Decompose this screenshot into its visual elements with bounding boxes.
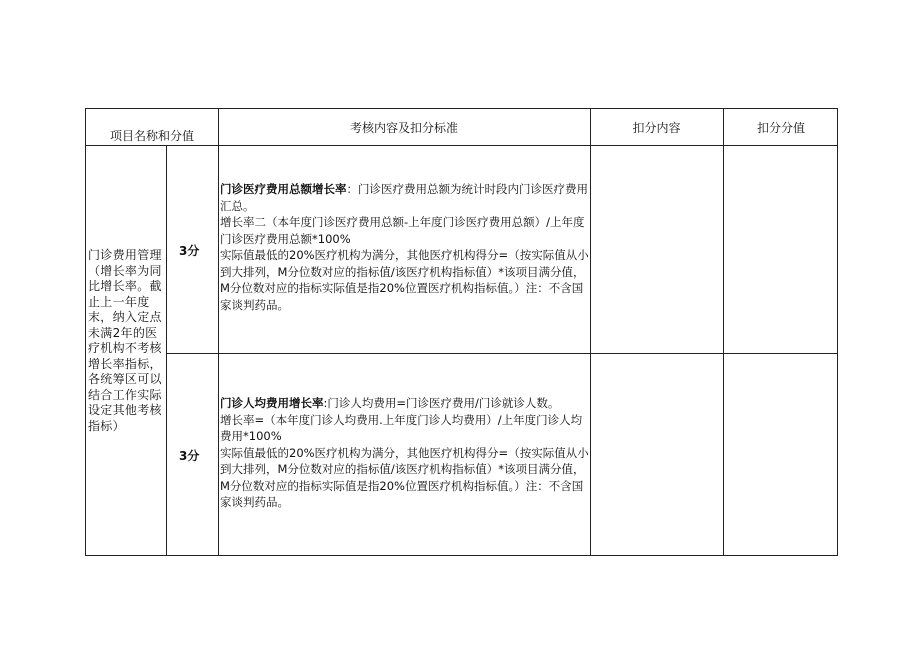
divider-deduct-score-col [723, 109, 724, 555]
header-item: 项目名称和分值 [109, 129, 194, 143]
header-deduct-score: 扣分分值 [756, 121, 805, 135]
row1-line1: ：门诊医疗费用总额为统计时段内门诊医疗费用汇总。 [220, 182, 588, 213]
row1-content [220, 181, 592, 313]
row2-line3: 实际值最低的20%医疗机构为满分，其他医疗机构得分=（按实际值从小到大排列，M分位数对应的指标值/该医疗机构指标值）*该项目满分值，M分位数对应的指标实际值是指20%位置医疗机构指标值。）注：不含国家谈判药品。 [220, 445, 589, 509]
row2-score: 3分 [179, 449, 200, 463]
row1-line2: 增长率二（本年度门诊医疗费用总额-上年度门诊医疗费用总额）/上年度门诊医疗费用总额*100% [220, 215, 585, 246]
header-deduct-content: 扣分内容 [632, 121, 681, 135]
row2-line1: :门诊人均费用=门诊医疗费用/门诊就诊人数。 [323, 396, 560, 410]
row1-line3: 实际值最低的20%医疗机构为满分，其他医疗机构得分=（按实际值从小到大排列，M分位数对应的指标值/该医疗机构指标值）*该项目满分值，M分位数对应的指标实际值是指20%位置医疗机构指标值。）注：不含国家谈判药品。 [220, 248, 589, 312]
header-standard: 考核内容及扣分标准 [349, 121, 458, 135]
assessment-table [85, 108, 838, 556]
divider-standard-col [218, 109, 219, 555]
row2-line2: 增长率=（本年度门诊人均费用.上年度门诊人均费用）/上年度门诊人均费用*100% [220, 412, 583, 443]
row1-title: 门诊医疗费用总额增长率 [220, 182, 347, 196]
row2-title: 门诊人均费用增长率 [220, 396, 324, 410]
item-name: 门诊费用管理（增长率为同比增长率。截止上一年度末，纳入定点未满2年的医疗机构不考核增长率指标，各统筹区可以结合工作实际设定其他考核指标） [88, 248, 162, 433]
row1-score: 3分 [179, 244, 200, 258]
divider-header [86, 145, 837, 146]
row2-content [220, 395, 592, 511]
divider-row [166, 353, 837, 354]
